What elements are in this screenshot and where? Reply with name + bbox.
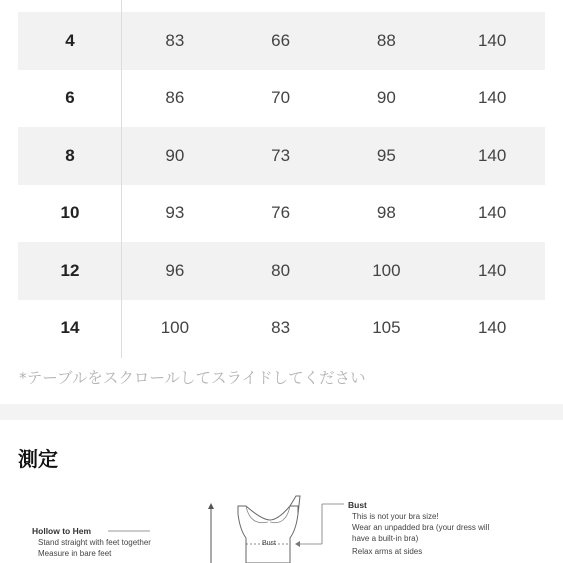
bust-line: Wear an unpadded bra (your dress will bbox=[352, 523, 490, 532]
size-cell: 4 bbox=[65, 30, 75, 50]
value-cell: 93 bbox=[165, 203, 185, 223]
bust-line: Relax arms at sides bbox=[352, 547, 423, 556]
size-cell: 12 bbox=[60, 260, 80, 280]
value-cell: 140 bbox=[477, 203, 507, 223]
size-cell: 6 bbox=[65, 88, 75, 108]
value-cell: 140 bbox=[477, 145, 507, 165]
value-cell: 80 bbox=[271, 260, 291, 280]
value-cell: 140 bbox=[477, 30, 507, 50]
value-cell: 95 bbox=[376, 145, 396, 165]
size-cell: 14 bbox=[60, 318, 80, 338]
table-row bbox=[18, 12, 545, 70]
value-cell: 90 bbox=[165, 145, 185, 165]
bust-line: This is not your bra size! bbox=[352, 512, 439, 521]
size-cell: 8 bbox=[65, 145, 75, 165]
scroll-note: *テーブルをスクロールしてスライドしてください bbox=[19, 369, 366, 387]
column-divider bbox=[121, 0, 122, 358]
table-row bbox=[18, 300, 545, 358]
value-cell: 76 bbox=[271, 203, 291, 223]
section-title: 測定 bbox=[18, 447, 58, 471]
value-cell: 105 bbox=[372, 318, 401, 338]
value-cell: 70 bbox=[271, 88, 291, 108]
value-cell: 83 bbox=[271, 318, 291, 338]
value-cell: 100 bbox=[372, 260, 401, 280]
value-cell: 90 bbox=[376, 88, 396, 108]
section-separator bbox=[0, 404, 563, 420]
value-cell: 140 bbox=[477, 88, 507, 108]
size-cell: 10 bbox=[60, 203, 80, 223]
table-row bbox=[18, 70, 545, 128]
hollow-title: Hollow to Hem bbox=[32, 526, 92, 536]
bust-label: Bust bbox=[262, 540, 277, 547]
measurement-diagram bbox=[0, 490, 563, 563]
table-row bbox=[18, 242, 545, 300]
table-row bbox=[18, 127, 545, 185]
value-cell: 73 bbox=[271, 145, 291, 165]
bust-title: Bust bbox=[348, 500, 367, 510]
value-cell: 83 bbox=[165, 30, 185, 50]
value-cell: 140 bbox=[477, 318, 507, 338]
hollow-line: Measure in bare feet bbox=[38, 549, 112, 558]
value-cell: 66 bbox=[271, 30, 291, 50]
value-cell: 86 bbox=[165, 88, 185, 108]
value-cell: 98 bbox=[376, 203, 396, 223]
table-row bbox=[18, 185, 545, 243]
value-cell: 100 bbox=[160, 318, 190, 338]
value-cell: 140 bbox=[477, 260, 507, 280]
bust-line: have a built-in bra) bbox=[352, 534, 419, 543]
value-cell: 88 bbox=[376, 30, 396, 50]
size-table[interactable] bbox=[18, 12, 545, 357]
hollow-line: Stand straight with feet together bbox=[38, 538, 151, 547]
value-cell: 96 bbox=[165, 260, 185, 280]
